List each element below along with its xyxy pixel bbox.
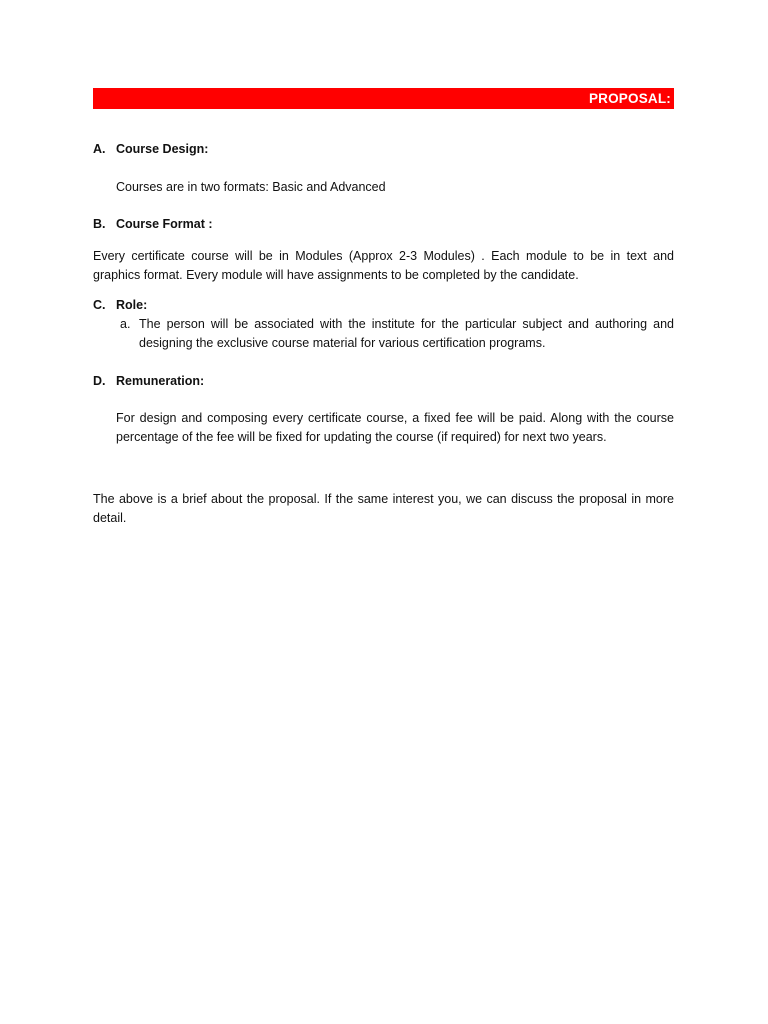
section-d-body: For design and composing every certificate course, a fixed fee will be paid. Along with the course percentage of the fee will be fixed for updating the course (if required) for next two years.	[116, 411, 674, 444]
section-c-marker: C.	[93, 298, 106, 312]
section-d-heading: Remuneration:	[116, 374, 205, 388]
section-a-heading: Course Design:	[116, 142, 209, 156]
section-b-marker: B.	[93, 217, 106, 231]
banner-title: PROPOSAL:	[588, 91, 671, 106]
closing-paragraph: The above is a brief about the proposal. If the same interest you, we can discuss the proposal in more detail.	[93, 492, 674, 525]
section-c-item-text: The person will be associated with the institute for the particular subject and authoring and designing the exclusive course material for various certification programs.	[139, 317, 674, 350]
section-a-marker: A.	[93, 142, 106, 156]
section-c-heading: Role:	[116, 298, 148, 312]
section-a-body: Courses are in two formats: Basic and Advanced	[116, 180, 386, 194]
proposal-banner	[93, 88, 674, 109]
section-d-marker: D.	[93, 374, 106, 388]
section-c-item-marker: a.	[120, 317, 131, 331]
section-b-body: Every certificate course will be in Modules (Approx 2-3 Modules) . Each module to be in text and graphics format. Every module will have assignments to be completed by the candidate.	[93, 249, 674, 282]
section-b-heading: Course Format :	[116, 217, 213, 231]
